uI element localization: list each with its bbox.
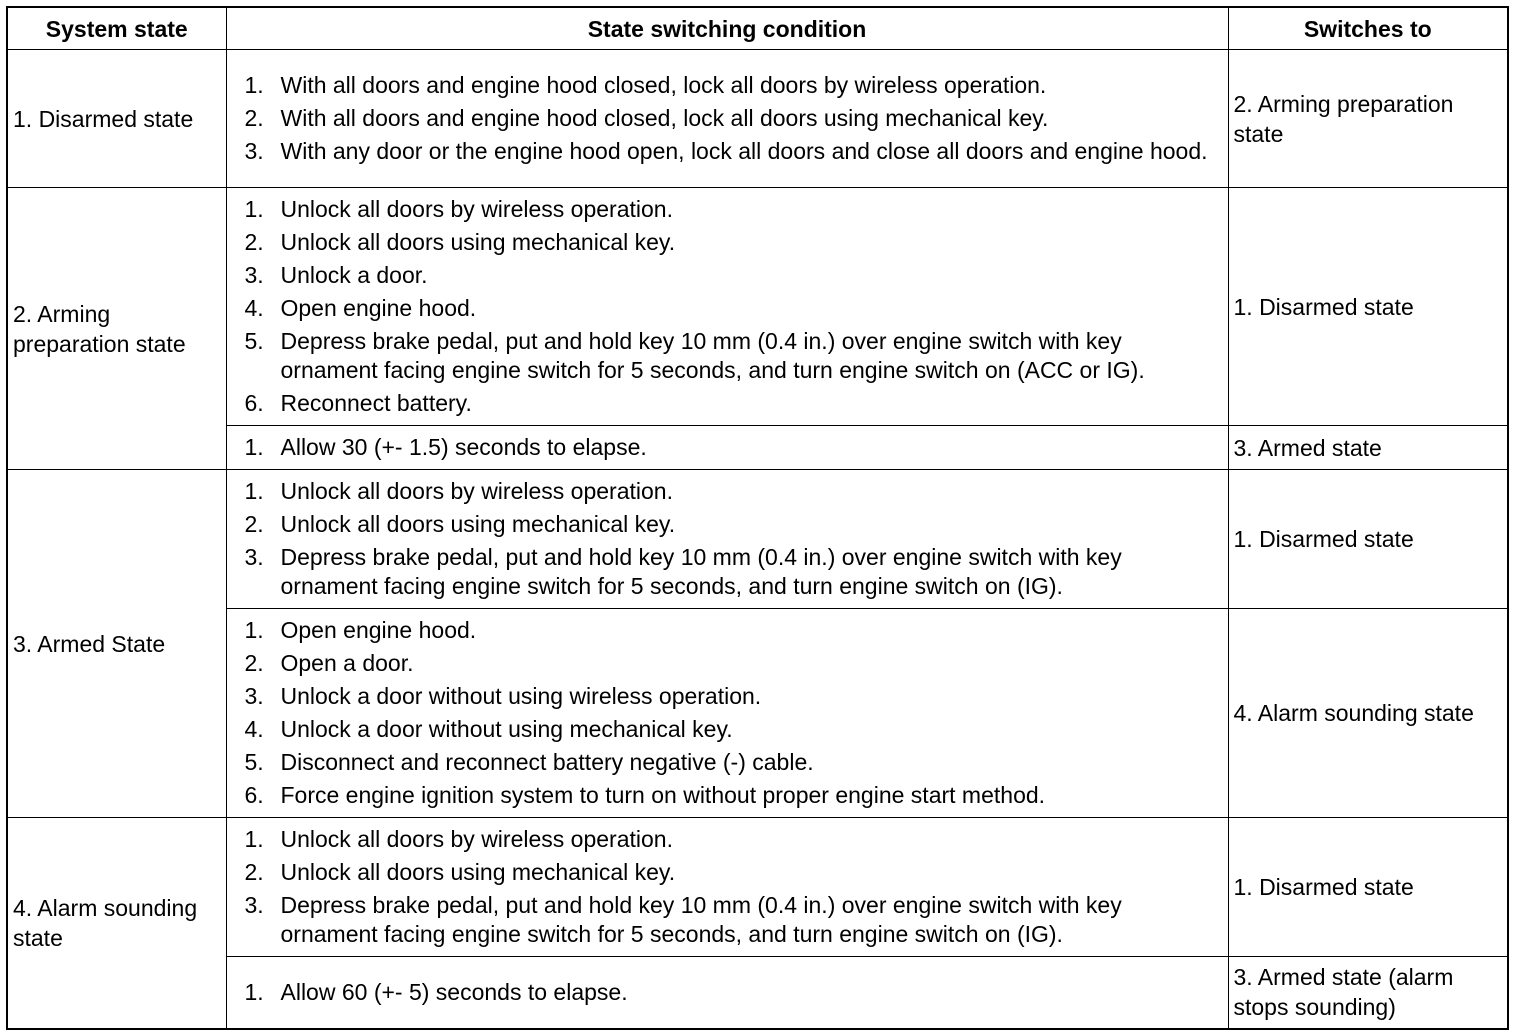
condition-number: 2. (244, 650, 264, 676)
condition-number: 5. (244, 328, 264, 354)
header-system-state: System state (7, 7, 226, 50)
condition-list (245, 431, 1220, 464)
condition-text: Allow 60 (+- 5) seconds to elapse. (280, 978, 628, 1005)
condition-cell (226, 609, 1228, 818)
condition-text: Unlock a door. (280, 262, 428, 288)
state-transition-table-container (6, 6, 1507, 1030)
condition-list (245, 475, 1220, 603)
condition-item (245, 508, 1220, 541)
condition-text: Disconnect and reconnect battery negative (-) cable. (280, 749, 814, 775)
switches-to-cell: 1. Disarmed state (1228, 818, 1508, 957)
condition-item (245, 889, 1220, 951)
table-row (7, 188, 1508, 426)
condition-text: Unlock all doors using mechanical key. (280, 229, 676, 255)
condition-number: 3. (244, 138, 264, 164)
condition-cell (226, 188, 1228, 426)
condition-text: With all doors and engine hood closed, lock all doors using mechanical key. (280, 105, 1049, 131)
system-state-cell: 4. Alarm sounding state (7, 818, 226, 1029)
condition-item (245, 823, 1220, 856)
condition-number: 2. (244, 105, 264, 131)
condition-cell (226, 50, 1228, 188)
condition-text: Depress brake pedal, put and hold key 10 mm (0.4 in.) over engine switch with key ornament facing engine switch for 5 seconds, and turn engine switch on (IG). (280, 892, 1122, 947)
switches-to-cell: 1. Disarmed state (1228, 470, 1508, 609)
condition-number: 6. (244, 782, 264, 808)
condition-list (245, 69, 1220, 168)
condition-number: 1. (244, 72, 264, 98)
condition-item (245, 614, 1220, 647)
condition-number: 3. (244, 683, 264, 709)
condition-item (245, 541, 1220, 603)
condition-item (245, 325, 1220, 387)
condition-item (245, 680, 1220, 713)
switches-to-cell: 4. Alarm sounding state (1228, 609, 1508, 818)
table-row (7, 426, 1508, 470)
condition-text: Unlock all doors by wireless operation. (280, 478, 673, 504)
switches-to-cell: 1. Disarmed state (1228, 188, 1508, 426)
table-header-row (7, 7, 1508, 50)
condition-text: Reconnect battery. (280, 390, 472, 416)
condition-list (245, 823, 1220, 951)
header-switches-to: Switches to (1228, 7, 1508, 50)
system-state-cell: 2. Arming preparation state (7, 188, 226, 470)
condition-item (245, 746, 1220, 779)
condition-item (245, 779, 1220, 812)
condition-list (245, 193, 1220, 420)
condition-item (245, 431, 1220, 464)
condition-text: Open a door. (280, 650, 414, 676)
state-transition-table (6, 6, 1509, 1030)
condition-item (245, 135, 1220, 168)
condition-item (245, 647, 1220, 680)
table-row (7, 470, 1508, 609)
condition-cell (226, 818, 1228, 957)
table-body (7, 50, 1508, 1029)
table-row (7, 818, 1508, 957)
condition-number: 2. (244, 229, 264, 255)
condition-text: Open engine hood. (280, 295, 477, 321)
condition-number: 3. (244, 892, 264, 918)
condition-number: 1. (244, 478, 264, 504)
condition-number: 4. (244, 716, 264, 742)
condition-item (245, 976, 1220, 1009)
system-state-cell: 3. Armed State (7, 470, 226, 818)
condition-text: Unlock a door without using wireless operation. (280, 683, 762, 709)
condition-list (245, 614, 1220, 812)
condition-number: 2. (244, 511, 264, 537)
switches-to-cell: 3. Armed state (alarm stops sounding) (1228, 957, 1508, 1029)
condition-text: Force engine ignition system to turn on without proper engine start method. (280, 782, 1046, 808)
switches-to-cell: 2. Arming preparation state (1228, 50, 1508, 188)
condition-item (245, 856, 1220, 889)
condition-item (245, 193, 1220, 226)
condition-cell (226, 470, 1228, 609)
system-state-cell: 1. Disarmed state (7, 50, 226, 188)
condition-number: 6. (244, 390, 264, 416)
condition-item (245, 475, 1220, 508)
table-row (7, 957, 1508, 1029)
condition-item (245, 292, 1220, 325)
condition-text: With any door or the engine hood open, lock all doors and close all doors and engine hood. (280, 138, 1208, 164)
condition-text: Unlock a door without using mechanical key. (280, 716, 733, 742)
condition-text: Unlock all doors by wireless operation. (280, 826, 673, 852)
condition-item (245, 226, 1220, 259)
condition-text: Depress brake pedal, put and hold key 10 mm (0.4 in.) over engine switch with key ornament facing engine switch for 5 seconds, and turn engine switch on (IG). (280, 544, 1122, 599)
condition-text: Allow 30 (+- 1.5) seconds to elapse. (280, 434, 647, 460)
condition-text: Unlock all doors using mechanical key. (280, 859, 676, 885)
switches-to-cell: 3. Armed state (1228, 426, 1508, 470)
condition-item (245, 387, 1220, 420)
condition-list (245, 976, 1220, 1009)
condition-text: Depress brake pedal, put and hold key 10 mm (0.4 in.) over engine switch with key ornament facing engine switch for 5 seconds, and turn engine switch on (ACC or IG). (280, 328, 1145, 383)
condition-number: 4. (244, 295, 264, 321)
condition-item (245, 259, 1220, 292)
condition-number: 5. (244, 749, 264, 775)
condition-number: 3. (244, 262, 264, 288)
condition-item (245, 102, 1220, 135)
condition-number: 2. (244, 859, 264, 885)
condition-number: 1. (244, 826, 264, 852)
condition-cell (226, 957, 1228, 1029)
condition-text: Unlock all doors by wireless operation. (280, 196, 673, 222)
condition-cell (226, 426, 1228, 470)
table-row (7, 609, 1508, 818)
condition-text: With all doors and engine hood closed, lock all doors by wireless operation. (280, 72, 1047, 98)
table-row (7, 50, 1508, 188)
condition-item (245, 69, 1220, 102)
condition-number: 1. (244, 978, 264, 1005)
condition-number: 1. (244, 434, 264, 460)
condition-item (245, 713, 1220, 746)
condition-number: 1. (244, 617, 264, 643)
condition-number: 1. (244, 196, 264, 222)
condition-number: 3. (244, 544, 264, 570)
condition-text: Open engine hood. (280, 617, 477, 643)
condition-text: Unlock all doors using mechanical key. (280, 511, 676, 537)
header-state-switching-condition: State switching condition (226, 7, 1228, 50)
